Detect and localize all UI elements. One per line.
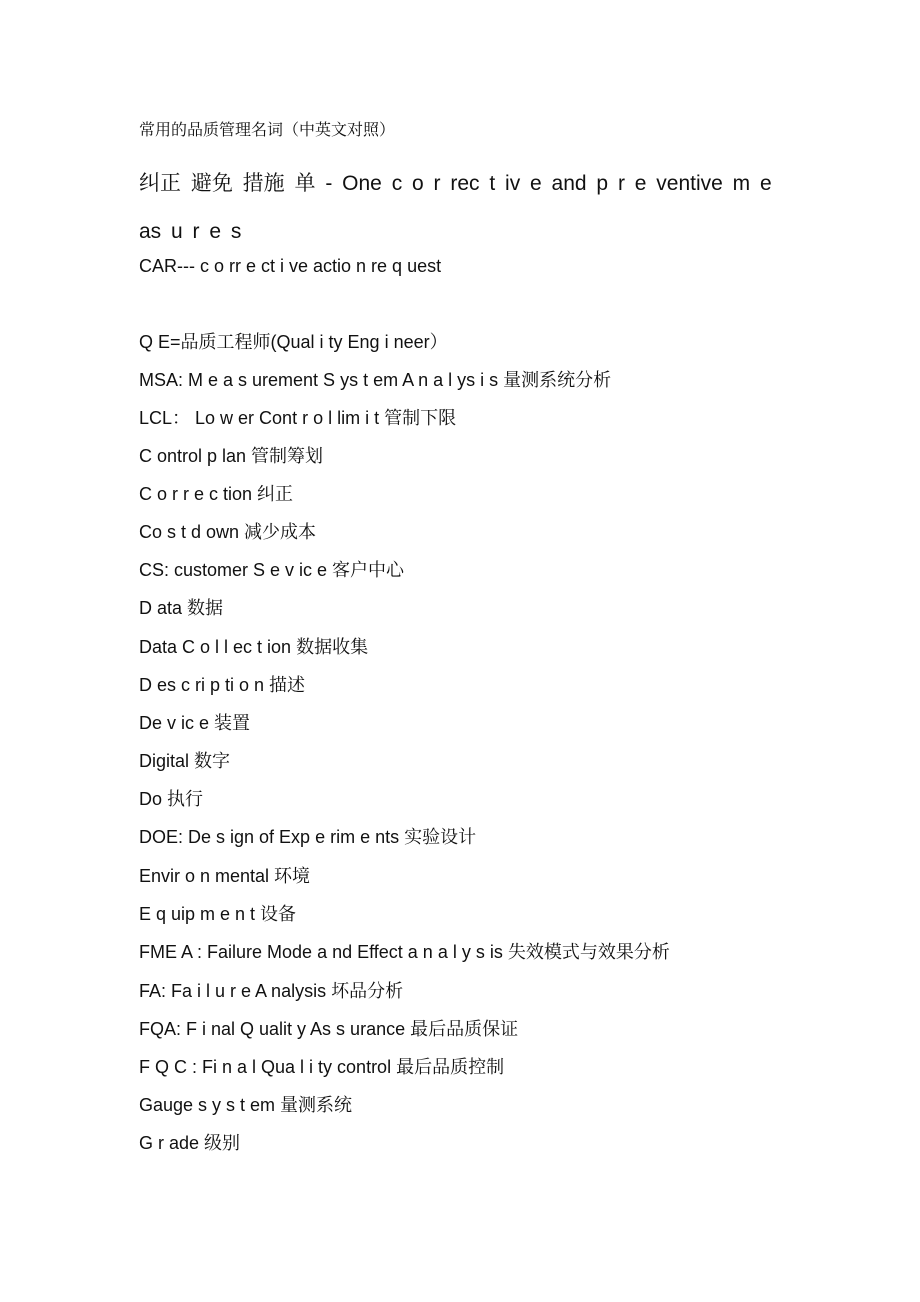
glossary-entry: LCL： Lo w er Cont r o l lim i t 管制下限 (139, 408, 457, 428)
glossary-entry: FME A : Failure Mode a nd Effect a n a l y s is 失效模式与效果分析 (139, 942, 670, 962)
glossary-entry: F Q C : Fi n a l Qua l i ty control 最后品质控制 (139, 1057, 505, 1077)
glossary-entry: MSA: M e a s urement S ys t em A n a l ys i s 量测系统分析 (139, 370, 612, 390)
glossary-entry: C o r r e c tion 纠正 (139, 484, 294, 504)
glossary-entry: CS: customer S e v ic e 客户中心 (139, 560, 405, 580)
glossary-entry: CAR--- c o rr e ct i ve actio n re q uest (139, 256, 442, 276)
glossary-entry: E q uip m e n t 设备 (139, 904, 297, 924)
glossary-entry: C ontrol p lan 管制筹划 (139, 446, 324, 466)
glossary-entry: Gauge s y s t em 量测系统 (139, 1095, 353, 1115)
glossary-entry: G r ade 级别 (139, 1133, 241, 1153)
document-title: 常用的品质管理名词（中英文对照） (139, 120, 396, 139)
glossary-entry: D es c ri p ti o n 描述 (139, 675, 306, 695)
glossary-entry: De v ic e 装置 (139, 713, 251, 733)
glossary-entry: Envir o n mental 环境 (139, 866, 311, 886)
document-heading: 纠正 避免 措施 单 - One c o r rec t iv e and p r e ventive m e as u r e s (139, 172, 772, 243)
glossary-entry: Digital 数字 (139, 751, 231, 771)
glossary-entry: DOE: De s ign of Exp e rim e nts 实验设计 (139, 827, 477, 847)
glossary-entry: Do 执行 (139, 789, 204, 809)
glossary-entry: FA: Fa i l u r e A nalysis 坏品分析 (139, 981, 404, 1001)
glossary-entry: Q E=品质工程师(Qual i ty Eng i neer） (139, 332, 448, 352)
glossary-entry: FQA: F i nal Q ualit y As s urance 最后品质保证 (139, 1019, 519, 1039)
glossary-entry: D ata 数据 (139, 598, 224, 618)
glossary-entry: Co s t d own 减少成本 (139, 522, 317, 542)
glossary-entry: Data C o l l ec t ion 数据收集 (139, 637, 369, 657)
